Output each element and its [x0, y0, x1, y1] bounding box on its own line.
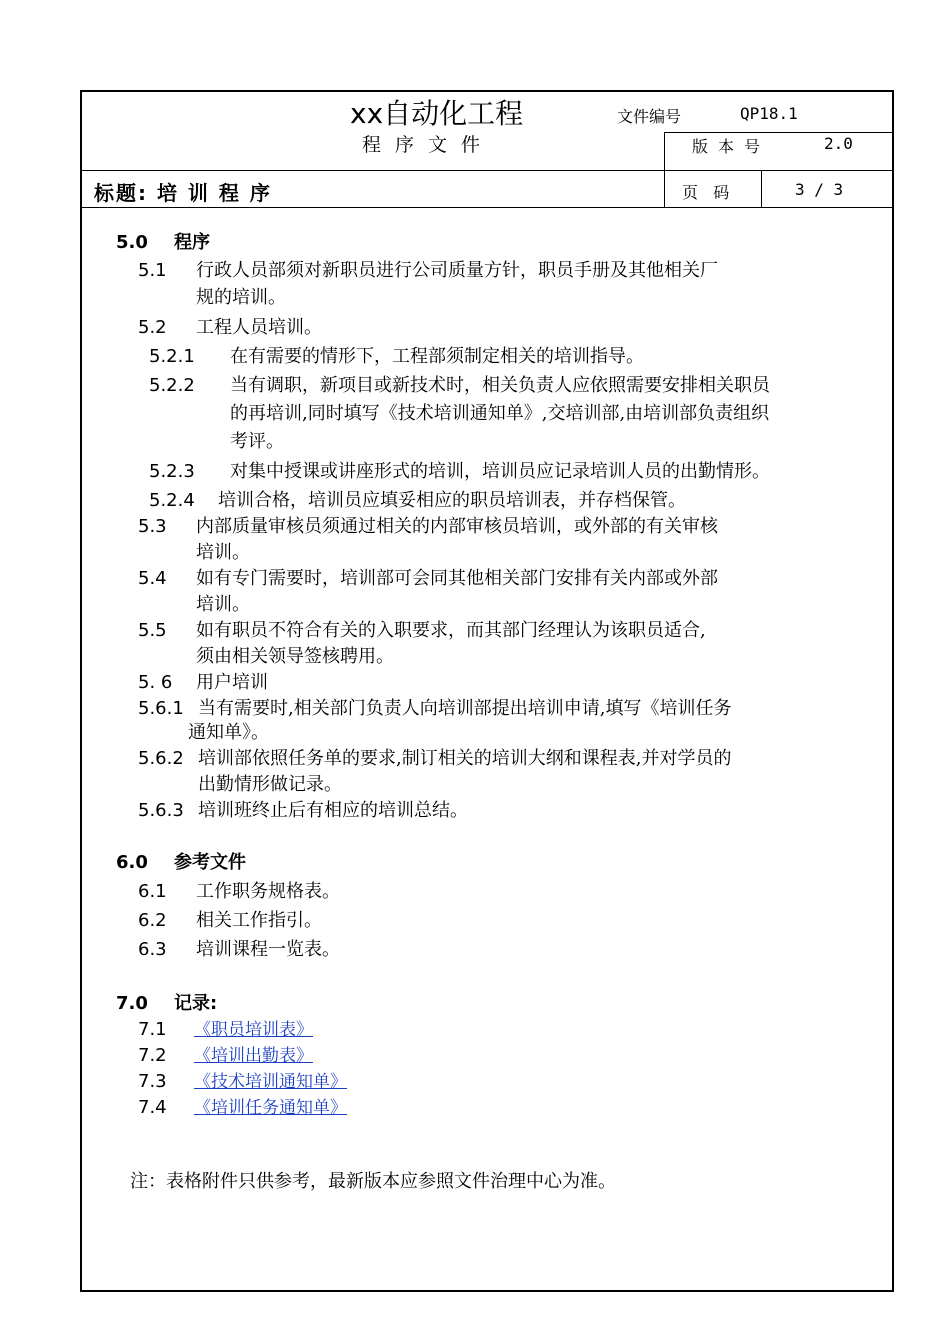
item-number: 5.2.4 — [149, 490, 195, 511]
record-link-attendance[interactable]: 《培训出勤表》 — [194, 1046, 313, 1066]
item-number: 5.6.2 — [138, 748, 184, 769]
record-link-training-task-notice[interactable]: 《培训任务通知单》 — [194, 1098, 347, 1118]
doc-number-value: QP18.1 — [740, 104, 798, 123]
version-value: 2.0 — [824, 134, 853, 153]
item-text: 培训课程一览表。 — [196, 939, 340, 960]
item-text: 工程人员培训。 — [196, 317, 322, 338]
item-text: 内部质量审核员须通过相关的内部审核员培训，或外部的有关审核 — [196, 516, 718, 537]
item-text: 相关工作指引。 — [196, 910, 322, 931]
header-divider-3 — [80, 207, 894, 208]
page-label: 页 码 — [682, 183, 730, 202]
page-value: 3 / 3 — [795, 180, 844, 199]
item-number: 5.2.1 — [149, 346, 195, 367]
item-text: 培训。 — [196, 594, 250, 615]
item-text: 当有调职，新项目或新技术时，相关负责人应依照需要安排相关职员 — [230, 375, 770, 396]
item-text: 通知单》。 — [188, 722, 269, 743]
section-heading: 记录: — [174, 993, 218, 1014]
item-text: 如有专门需要时，培训部可会同其他相关部门安排有关内部或外部 — [196, 568, 718, 589]
doc-number-label: 文件编号 — [617, 107, 682, 126]
section-number: 6.0 — [116, 852, 148, 873]
header-divider-1 — [664, 132, 894, 133]
item-text: 在有需要的情形下，工程部须制定相关的培训指导。 — [230, 346, 644, 367]
item-number: 5. 6 — [138, 672, 173, 693]
document-title: 标题: 培 训 程 序 — [94, 181, 272, 205]
item-number: 7.1 — [138, 1019, 167, 1040]
item-number: 7.3 — [138, 1071, 167, 1092]
record-link-staff-training[interactable]: 《职员培训表》 — [194, 1020, 313, 1040]
item-text: 培训合格，培训员应填妥相应的职员培训表，并存档保管。 — [218, 490, 686, 511]
item-text: 须由相关领导签核聘用。 — [196, 646, 394, 667]
item-number: 5.2.3 — [149, 461, 195, 482]
header-divider-2 — [80, 170, 894, 171]
item-text: 的再培训,同时填写《技术培训通知单》,交培训部,由培训部负责组织 — [230, 403, 770, 424]
item-text: 行政人员部须对新职员进行公司质量方针，职员手册及其他相关厂 — [196, 260, 718, 281]
item-number: 5.5 — [138, 620, 167, 641]
item-number: 5.2 — [138, 317, 167, 338]
document-type: 程序文件 — [362, 134, 495, 156]
item-text: 规的培训。 — [196, 287, 286, 308]
item-number: 5.4 — [138, 568, 167, 589]
item-number: 7.2 — [138, 1045, 167, 1066]
item-text: 如有职员不符合有关的入职要求，而其部门经理认为该职员适合, — [196, 620, 706, 641]
item-text: 考评。 — [230, 431, 284, 452]
record-link-tech-training-notice[interactable]: 《技术培训通知单》 — [194, 1072, 347, 1092]
item-number: 5.6.1 — [138, 698, 184, 719]
item-text: 培训。 — [196, 542, 250, 563]
section-heading: 程序 — [174, 232, 210, 253]
section-number: 5.0 — [116, 232, 148, 253]
item-text: 培训班终止后有相应的培训总结。 — [198, 800, 468, 821]
item-number: 7.4 — [138, 1097, 167, 1118]
company-name: xx自动化工程 — [350, 97, 524, 130]
item-text: 对集中授课或讲座形式的培训，培训员应记录培训人员的出勤情形。 — [230, 461, 770, 482]
section-heading: 参考文件 — [174, 852, 246, 873]
footer-note: 注：表格附件只供参考，最新版本应参照文件治理中心为准。 — [130, 1171, 616, 1192]
item-number: 5.6.3 — [138, 800, 184, 821]
header-vertical-2 — [761, 170, 762, 208]
item-number: 6.1 — [138, 881, 167, 902]
item-number: 5.1 — [138, 260, 167, 281]
item-text: 当有需要时,相关部门负责人向培训部提出培训申请,填写《培训任务 — [198, 698, 732, 719]
item-text: 用户培训 — [196, 672, 268, 693]
version-label: 版本号 — [692, 137, 771, 156]
item-text: 出勤情形做记录。 — [198, 774, 342, 795]
item-number: 5.2.2 — [149, 375, 195, 396]
header-vertical-1 — [664, 132, 665, 208]
item-number: 6.2 — [138, 910, 167, 931]
item-text: 培训部依照任务单的要求,制订相关的培训大纲和课程表,并对学员的 — [198, 748, 732, 769]
item-number: 6.3 — [138, 939, 167, 960]
section-number: 7.0 — [116, 993, 148, 1014]
item-number: 5.3 — [138, 516, 167, 537]
item-text: 工作职务规格表。 — [196, 881, 340, 902]
